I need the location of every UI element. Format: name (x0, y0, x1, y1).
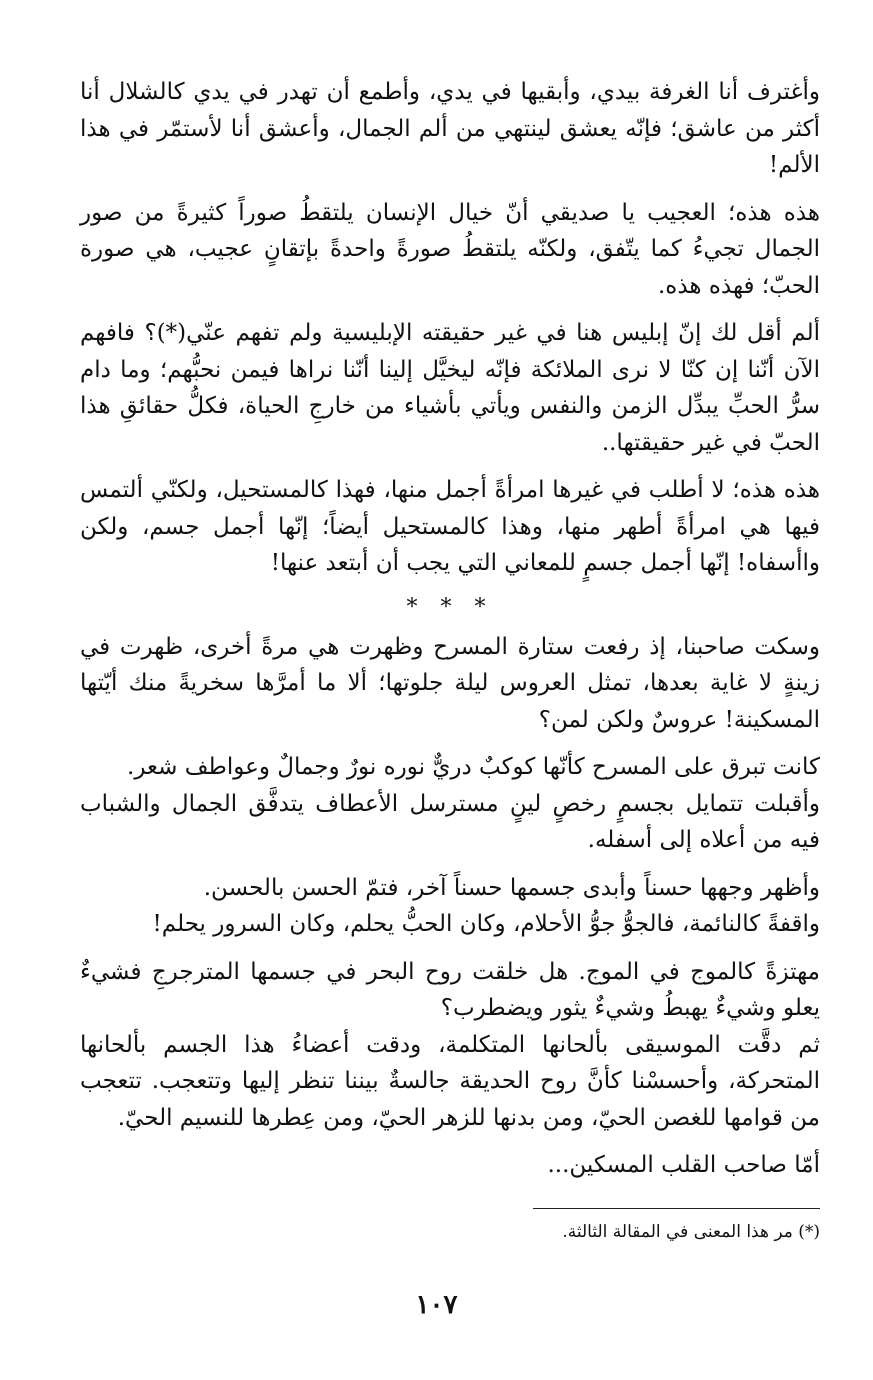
paragraph-4: هذه هذه؛ لا أطلب في غيرها امرأةً أجمل منها، فهذا كالمستحيل، ولكنّي ألتمس فيها هي امرأةً أطهر منها، وهذا كالمستحيل أيضاً؛ إنّها أجمل جسم، ولكن واأسفاه! إنّها أجمل جسمٍ للمعاني التي يجب أن أبتعد عنها! (80, 477, 820, 576)
paragraph-5: وسكت صاحبنا، إذ رفعت ستارة المسرح وظهرت هي مرةً أخرى، ظهرت في زينةٍ لا غاية بعدها، تمثل العروس ليلة جلوتها؛ ألا ما أمرَّها سخريةً منك أيّتها المسكينة! عروسٌ ولكن لمن؟ (80, 633, 820, 733)
paragraph-8: وأظهر وجهها حسناً وأبدى جسمها حسناً آخر، فتمّ الحسن بالحسن. (203, 874, 820, 901)
main-text (80, 74, 820, 1195)
paragraph-6: كانت تبرق على المسرح كأنّها كوكبٌ دريٌّ نوره نورٌ وجمالٌ وعواطف شعر. (127, 754, 820, 780)
paragraph-7: وأقبلت تتمايل بجسمٍ رخصٍ لينٍ مسترسل الأعطاف يتدفَّق الجمال والشباب فيه من أعلاه إلى أسفله. (80, 790, 820, 853)
paragraph-1: وأغترف أنا الغرفة بيدي، وأبقيها في يدي، وأطمع أن تهدر في يدي كالشلال أنا أكثر من عاشق؛ فإنّه يعشق لينتهي من ألم الجمال، وأعشق أنا لأستمّر في هذا الألم! (80, 79, 820, 178)
paragraph-12: أمّا صاحب القلب المسكين... (547, 1152, 820, 1178)
footnote: (*) مر هذا المعنى في المقالة الثالثة. (562, 1222, 820, 1242)
paragraph-2: هذه هذه؛ العجيب يا صديقي أنّ خيال الإنسان يلتقطُ صوراً كثيرةً من صور الجمال تجيءُ كما يتّفق، ولكنّه يلتقطُ صورةً واحدةً بإتقانٍ عجيب، هي صورة الحبّ؛ فهذه هذه. (80, 199, 820, 299)
footnote-divider (533, 1208, 820, 1209)
paragraph-3: ألم أقل لك إنّ إبليس هنا في غير حقيقته الإبليسية ولم تفهم عنّي(*)؟ فافهم الآن أنّنا إن كنّا لا نرى الملائكة فإنّه ليخيَّل إلينا أنّنا نراها فيمن نحبُّهم؛ وما دام سرُّ الحبِّ يبدِّل الزمن والنفس ويأتي بأشياء من خارجِ الحياة، فكلُّ حقائقِ هذا الحبّ في غير حقيقتها.. (80, 320, 820, 456)
paragraph-11: ثم دقَّت الموسيقى بألحانها المتكلمة، ودقت أعضاءُ هذا الجسم بألحانها المتحركة، وأحسسْنا كأنَّ روح الحديقة جالسةٌ بيننا تنظر إليها وتتعجب. تتعجب من قوامها للغصن الحيّ، ومن بدنها للزهر الحيّ، ومن عِطرها للنسيم الحيّ. (80, 1031, 820, 1131)
page-number: ١٠٧ (415, 1290, 458, 1320)
paragraph-10: مهتزةً كالموج في الموج. هل خلقت روح البحر في جسمها المترجرجِ فشيءٌ يعلو وشيءٌ يهبطُ وشيءٌ يثور ويضطرب؟ (80, 958, 820, 1021)
section-separator: * * * (406, 594, 494, 620)
paragraph-9: واقفةً كالنائمة، فالجوُّ جوُّ الأحلام، وكان الحبُّ يحلم، وكان السرور يحلم! (152, 911, 820, 937)
